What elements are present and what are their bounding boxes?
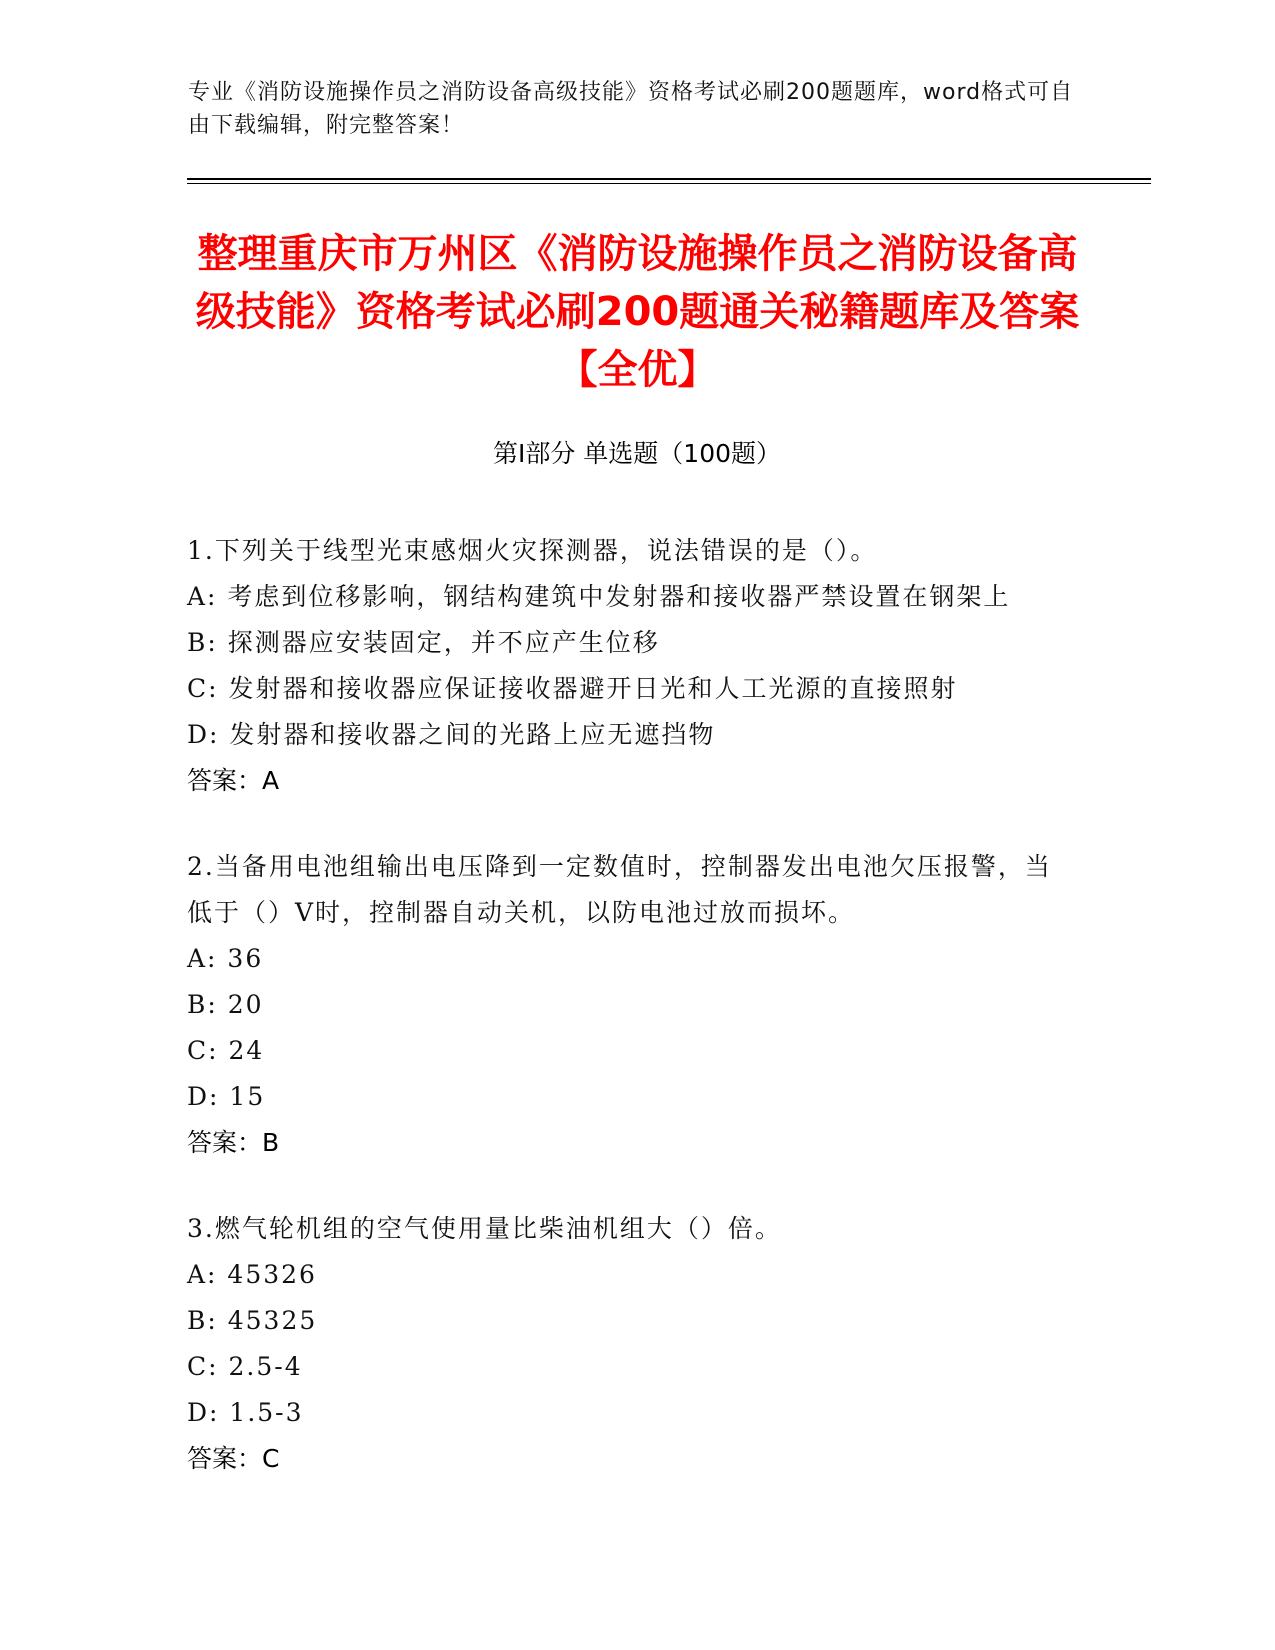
option-b: B: 探测器应安装固定，并不应产生位移 xyxy=(187,628,660,657)
document-title: 整理重庆市万州区《消防设施操作员之消防设备高级技能》资格考试必刷200题通关秘籍题库及答案【全优】 xyxy=(195,231,1080,393)
question-1 xyxy=(187,528,1087,804)
question-3 xyxy=(187,1206,1087,1482)
option-a: A: 36 xyxy=(187,944,264,973)
answer: 答案：A xyxy=(187,766,280,795)
question-list xyxy=(187,528,1087,1522)
option-d: D: 15 xyxy=(187,1082,266,1111)
option-d: D: 1.5-3 xyxy=(187,1398,304,1427)
option-c: C: 2.5-4 xyxy=(187,1352,303,1381)
question-2 xyxy=(187,844,1087,1166)
option-a: A: 考虑到位移影响，钢结构建筑中发射器和接收器严禁设置在钢架上 xyxy=(187,582,1011,611)
header-note: 专业《消防设施操作员之消防设备高级技能》资格考试必刷200题题库，word格式可自由下载编辑，附完整答案！ xyxy=(188,80,1074,138)
header-divider-thin xyxy=(187,183,1151,184)
answer: 答案：B xyxy=(187,1128,280,1157)
question-stem: 1.下列关于线型光束感烟火灾探测器，说法错误的是（）。 xyxy=(187,536,878,565)
option-b: B: 20 xyxy=(187,990,264,1019)
option-c: C: 发射器和接收器应保证接收器避开日光和人工光源的直接照射 xyxy=(187,674,958,703)
answer: 答案：C xyxy=(187,1444,280,1473)
header-divider-thick xyxy=(187,178,1151,180)
option-c: C: 24 xyxy=(187,1036,265,1065)
question-stem: 3.燃气轮机组的空气使用量比柴油机组大（）倍。 xyxy=(187,1214,782,1243)
section-title: 第Ⅰ部分 单选题（100题） xyxy=(492,439,782,468)
option-b: B: 45325 xyxy=(187,1306,318,1335)
question-stem: 2.当备用电池组输出电压降到一定数值时，控制器发出电池欠压报警，当低于（）V时，控制器自动关机，以防电池过放而损坏。 xyxy=(187,852,1052,927)
option-a: A: 45326 xyxy=(187,1260,317,1289)
option-d: D: 发射器和接收器之间的光路上应无遮挡物 xyxy=(187,720,716,749)
